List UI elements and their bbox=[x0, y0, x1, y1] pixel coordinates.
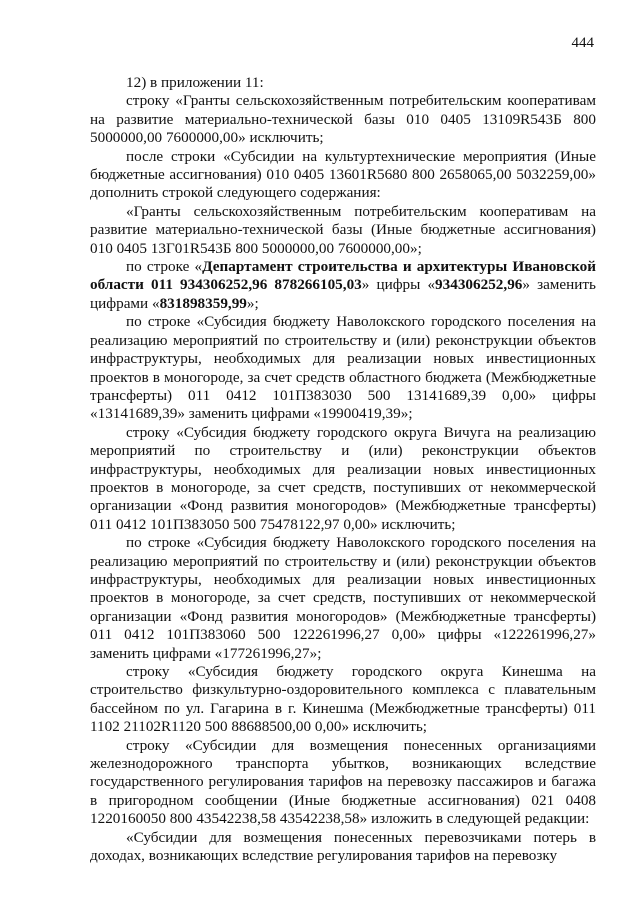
paragraph-navoloki-fund: по строке «Субсидия бюджету Наволокского городского поселения на реализацию мероприятий по строительству и (или) реконструкции объектов инфраструктуры, необходимых для реализации новых инвестиционных проектов в моногороде, за счет средств, поступивших от некоммерческой организации «Фонд развития моногородов» (Межбюджетные трансферты) 011 0412 101П383060 500 122261996,27 0,00» цифры «122261996,27» заменить цифрами «177261996,27»; bbox=[90, 534, 596, 662]
paragraph-railway-subsidy: строку «Субсидии для возмещения понесенных организациями железнодорожного транспорта убытков, возникающих вследствие государственного регулирования тарифов на перевозку пассажиров и багажа в пригородном сообщении (Иные бюджетные ассигнования) 021 0408 1220160050 800 43542238,58 43542238,58» изложить в следующей редакции: bbox=[90, 736, 596, 828]
paragraph-kineshma-exclude: строку «Субсидия бюджету городского округа Кинешма на строительство физкультурно-оздоровительного комплекса с плавательным бассейном по ул. Гагарина в г. Кинешма (Межбюджетные трансферты) 011 1102 21102R1120 500 88688500,00 0,00» исключить; bbox=[90, 663, 596, 736]
old-amount-bold: 934306252,96 bbox=[435, 276, 523, 294]
paragraph-item-12: 12) в приложении 11: bbox=[126, 74, 264, 91]
document-body bbox=[90, 74, 596, 865]
paragraph-navoloki-regional: по строке «Субсидия бюджету Наволокского городского поселения на реализацию мероприятий по строительству и (или) реконструкции объектов инфраструктуры, необходимых для реализации новых инвестиционных проектов в моногороде, за счет средств областного бюджета (Межбюджетные трансферты) 011 0412 101П383030 500 13141689,39 0,00» цифры «13141689,39» заменить цифрами «19900419,39»; bbox=[90, 313, 596, 423]
paragraph-text: » цифры « bbox=[361, 276, 436, 294]
page-number: 444 bbox=[571, 35, 594, 51]
paragraph-text: »; bbox=[246, 294, 259, 312]
paragraph-text: » заменить цифрами « bbox=[90, 276, 596, 312]
paragraph-department-row bbox=[90, 258, 596, 313]
paragraph-new-grants-row: «Гранты сельскохозяйственным потребительским кооперативам на развитие материально-технической базы (Иные бюджетные ассигнования) 010 0405 13Г01R543Б 800 5000000,00 7600000,00»; bbox=[90, 202, 596, 257]
paragraph-add-after-subsidy: после строки «Субсидии на культуртехнические мероприятия (Иные бюджетные ассигнования) 010 0405 13601R5680 800 2658065,00 5032259,00» дополнить строкой следующего содержания: bbox=[90, 147, 596, 202]
paragraph-vichuga-exclude: строку «Субсидия бюджету городского округа Вичуга на реализацию мероприятий по строительству и (или) реконструкции объектов инфраструктуры, необходимых для реализации новых инвестиционных проектов в моногороде, за счет средств, поступивших от некоммерческой организации «Фонд развития моногородов» (Межбюджетные трансферты) 011 0412 101П383050 500 75478122,97 0,00» исключить; bbox=[90, 423, 596, 533]
new-amount-bold: 831898359,99 bbox=[159, 294, 247, 312]
paragraph-new-railway-subsidy: «Субсидии для возмещения понесенных перевозчиками потерь в доходах, возникающих вследствие регулирования тарифов на перевозку bbox=[90, 828, 596, 865]
department-name-bold: Департамент строительства и архитектуры Ивановской области 011 934306252,96 878266105,03 bbox=[90, 258, 597, 294]
paragraph-text: по строке « bbox=[126, 258, 203, 276]
paragraph-exclude-grants-row: строку «Гранты сельскохозяйственным потребительским кооперативам на развитие материально-технической базы 010 0405 13109R543Б 800 5000000,00 7600000,00» исключить; bbox=[90, 92, 596, 147]
